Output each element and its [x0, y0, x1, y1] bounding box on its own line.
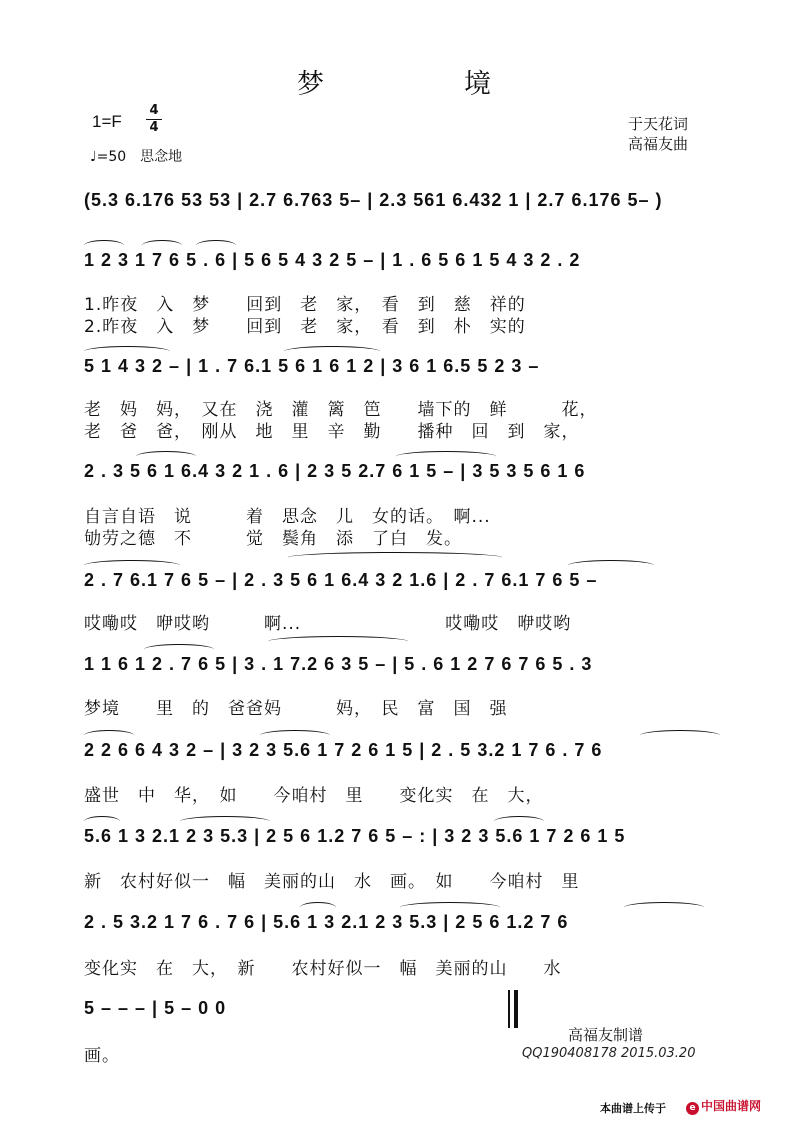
notes-intro: (5.3 6.176 53 53 | 2.7 6.763 5– | 2.3 561 6.432 1 | 2.7 6.176 5– ) [84, 190, 663, 210]
lyric-row-3-verse-1: 自言自语 说 着 思念 儿 女的话。 啊... [84, 507, 491, 527]
upload-note: 本曲谱上传于 [600, 1102, 666, 1115]
notation-row-4 [84, 570, 724, 600]
notes-row-8: 2 . 5 3.2 1 7 6 . 7 6 | 5.6 1 3 2.1 2 3 5.3 | 2 5 6 1.2 7 6 [84, 912, 569, 932]
final-barline-thin [508, 990, 510, 1028]
notes-row-4: 2 . 7 6.1 7 6 5 – | 2 . 3 5 6 1 6.4 3 2 1.6 | 2 . 7 6.1 7 6 5 – [84, 570, 598, 590]
tempo-marking: ♩=50 思念地 [90, 149, 183, 165]
notes-row-3: 2 . 3 5 6 1 6.4 3 2 1 . 6 | 2 3 5 2.7 6 1 5 – | 3 5 3 5 6 1 6 [84, 461, 586, 481]
notes-row-9: 5 – – – | 5 – 0 0 [84, 998, 227, 1018]
notation-row-5 [84, 654, 724, 684]
notation-row-6 [84, 740, 724, 770]
contact-date: QQ190408178 2015.03.20 [522, 1046, 696, 1061]
lyric-row-5: 梦境 里 的 爸爸妈 妈， 民 富 国 强 [84, 699, 508, 719]
credits [628, 114, 688, 154]
notes-row-7: 5.6 1 3 2.1 2 3 5.3 | 2 5 6 1.2 7 6 5 – : | 3 2 3 5.6 1 7 2 6 1 5 [84, 826, 626, 846]
lyric-row-1-verse-1: 1.昨夜 入 梦 回到 老 家， 看 到 慈 祥的 [84, 295, 526, 315]
lyric-row-1-verse-2: 2.昨夜 入 梦 回到 老 家， 看 到 朴 实的 [84, 317, 526, 337]
composer: 高福友曲 [628, 135, 689, 153]
lyric-row-2-verse-2: 老 爸 爸， 刚从 地 里 辛 勤 播种 回 到 家， [84, 422, 580, 442]
notation-row-1 [84, 250, 724, 280]
notation-row-2 [84, 356, 724, 386]
time-sig-top: 4 [149, 103, 159, 118]
notation-row-7 [84, 826, 724, 856]
notes-row-5: 1 1 6 1 2 . 7 6 5 | 3 . 1 7.2 6 3 5 – | 5 . 6 1 2 7 6 7 6 5 . 3 [84, 654, 593, 674]
notation-row-3 [84, 461, 724, 491]
time-signature [146, 104, 162, 135]
lyricist: 于天花词 [628, 115, 689, 133]
notation-row-intro [84, 190, 724, 220]
song-title [0, 62, 792, 101]
key-signature: 1=F [92, 112, 122, 131]
lyric-row-3-verse-2: 劬劳之德 不 觉 鬓角 添 了白 发。 [84, 529, 462, 549]
lyric-row-7: 新 农村好似一 幅 美丽的山 水 画。 如 今咱村 里 [84, 872, 580, 892]
lyric-row-8: 变化实 在 大， 新 农村好似一 幅 美丽的山 水 [84, 959, 562, 979]
time-sig-bottom: 4 [149, 120, 159, 135]
logo-badge-icon: e [686, 1102, 699, 1115]
lyric-row-6: 盛世 中 华， 如 今咱村 里 变化实 在 大， [84, 786, 544, 806]
notes-row-6: 2 2 6 6 4 3 2 – | 3 2 3 5.6 1 7 2 6 1 5 | 2 . 5 3.2 1 7 6 . 7 6 [84, 740, 603, 760]
final-barline-thick [514, 990, 518, 1028]
logo-text: 中国曲谱网 [701, 1099, 762, 1113]
score-maker: 高福友制谱 [568, 1026, 644, 1044]
notation-row-8 [84, 912, 724, 942]
lyric-row-4: 哎嘞哎 咿哎哟 啊... 哎嘞哎 咿哎哟 [84, 614, 572, 634]
notes-row-1: 1 2 3 1 7 6 5 . 6 | 5 6 5 4 3 2 5 – | 1 . 6 5 6 1 5 4 3 2 . 2 [84, 250, 581, 270]
notes-row-2: 5 1 4 3 2 – | 1 . 7 6.1 5 6 1 6 1 2 | 3 6 1 6.5 5 2 3 – [84, 356, 540, 376]
lyric-row-2-verse-1: 老 妈 妈， 又在 浇 灌 篱 笆 墙下的 鲜 花， [84, 400, 598, 420]
lyric-row-9: 画。 [84, 1046, 120, 1066]
title-char-2: 境 [464, 69, 495, 100]
title-char-1: 梦 [297, 69, 328, 100]
site-logo[interactable] [686, 1097, 761, 1115]
